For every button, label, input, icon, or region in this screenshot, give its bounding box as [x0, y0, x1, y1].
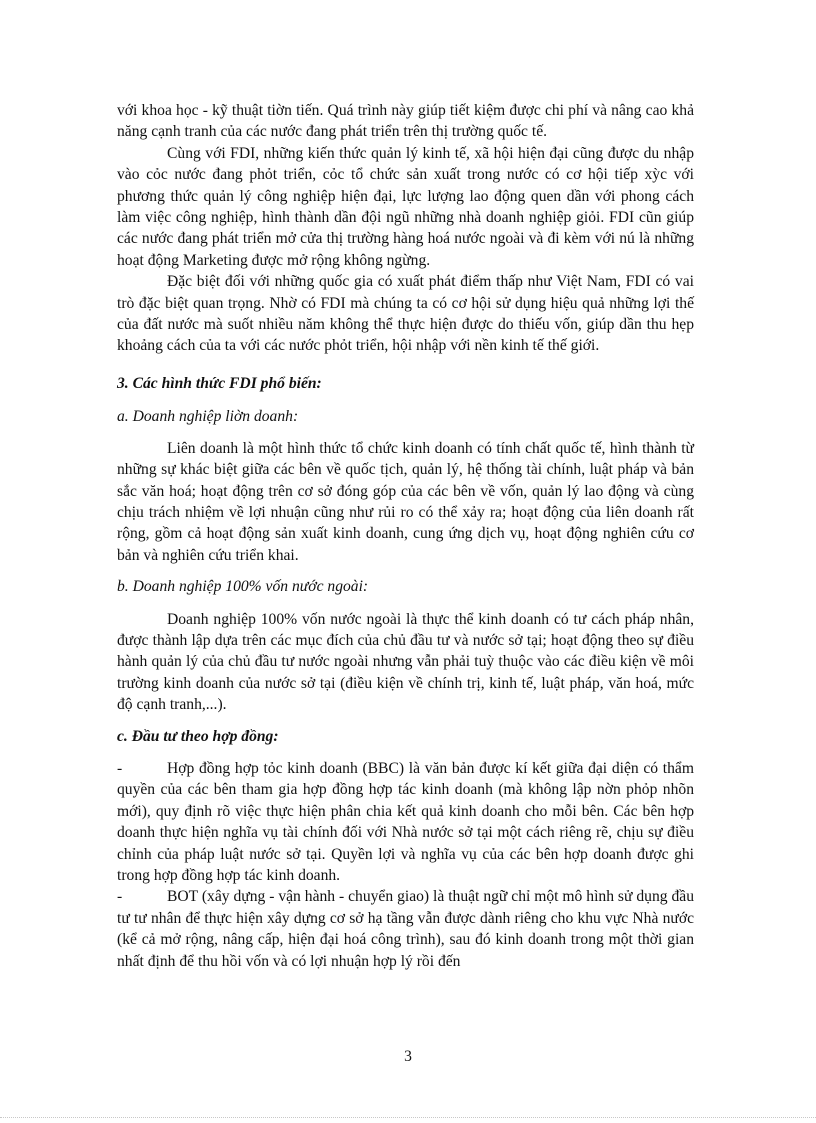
page-body — [117, 100, 694, 972]
bullet-bot — [117, 886, 694, 972]
bullet-bcc — [117, 758, 694, 886]
paragraph-foreign-owned: Doanh nghiệp 100% vốn nước ngoài là thực thể kinh doanh có tư cách pháp nhân, được thành lập dựa trên các mục đích của chủ đầu tư và nước sở tại; hoạt động theo sự điều hành quản lý của chủ đầu tư nước ngoài nhưng vẫn phải tuỳ thuộc vào các điều kiện về môi trường kinh doanh của nước sở tại (điều kiện về chính trị, kinh tế, luật pháp, văn hoá, mức độ cạnh tranh,...). — [117, 610, 694, 714]
page-bottom-divider — [0, 1117, 816, 1118]
page-number: 3 — [404, 1048, 412, 1065]
bullet-dash: - — [117, 759, 123, 777]
bullet-text: Hợp đồng hợp tỏc kinh doanh (BBC) là văn bản được kí kết giữa đại diện có thẩm quyền của các bên tham gia hợp đồng hợp tác kinh doanh (mà không lập nờn phỏp nhõn mới), quy định rõ việc thực hiện phân chia kết quả kinh doanh cho mỗi bên. Các bên hợp doanh thực hiện nghĩa vụ tài chính đối với Nhà nước sở tại một cách riêng rẽ, chịu sự điều chỉnh của pháp luật nước sở tại. Quyền lợi và nghĩa vụ của các bên hợp doanh được ghi trong hợp đồng hợp tác kinh doanh. — [117, 759, 694, 884]
section-heading-fdi-forms: 3. Các hình thức FDI phổ biến: — [117, 374, 322, 392]
bullet-text: BOT (xây dựng - vận hành - chuyển giao) là thuật ngữ chỉ một mô hình sử dụng đầu tư tư nhân để thực hiện xây dựng cơ sở hạ tầng vẫn được dành riêng cho khu vực Nhà nước (kể cả mở rộng, nâng cấp, hiện đại hoá công trình), sau đó kinh doanh trong một thời gian nhất định để thu hồi vốn và có lợi nhuận hợp lý rồi đến — [117, 888, 694, 970]
paragraph-vietnam-role: Đặc biệt đối với những quốc gia có xuất phát điểm thấp như Việt Nam, FDI có vai trò đặc biệt quan trọng. Nhờ có FDI mà chúng ta có cơ hội sử dụng hiệu quả những lợi thế của đất nước mà suốt nhiều năm không thể thực hiện được do thiếu vốn, giúp dần thu hẹp khoảng cách của ta với các nước phỏt triển, hội nhập với nền kinh tế thế giới. — [117, 273, 694, 355]
paragraph-management-knowledge: Cùng với FDI, những kiến thức quản lý kinh tế, xã hội hiện đại cũng được du nhập vào cỏc nước đang phỏt triển, cỏc tổ chức sản xuất trong nước có cơ hội tiếp xỳc với phương thức quản lý công nghiệp hiện đại, lực lượng lao động quen dần với phong cách làm việc công nghiệp, hình thành dần đội ngũ những nhà doanh nghiệp giỏi. FDI cũn giúp các nước đang phát triển mở cửa thị trường hàng hoá nước ngoài và đi kèm với nú là những hoạt động Marketing được mở rộng không ngừng. — [117, 144, 694, 269]
subheading-contract-investment: c. Đầu tư theo hợp đồng: — [117, 727, 279, 745]
subheading-joint-venture: a. Doanh nghiệp liờn doanh: — [117, 408, 299, 426]
bullet-dash: - — [117, 888, 123, 906]
paragraph-intro-continuation: với khoa học - kỹ thuật tiờn tiến. Quá trình này giúp tiết kiệm được chi phí và nâng cao khả năng cạnh tranh của các nước đang phát triển trên thị trường quốc tế. — [117, 102, 694, 141]
paragraph-joint-venture: Liên doanh là một hình thức tổ chức kinh doanh có tính chất quốc tế, hình thành từ những sự khác biệt giữa các bên về quốc tịch, quản lý, hệ thống tài chính, luật pháp và bản sắc văn hoá; hoạt động trên cơ sở đóng góp của các bên về vốn, quản lý lao động và cùng chịu trách nhiệm về lợi nhuận cũng như rủi ro có thể xảy ra; hoạt động của liên doanh rất rộng, gồm cả hoạt động sản xuất kinh doanh, cung ứng dịch vụ, hoạt động nghiên cứu cơ bản và nghiên cứu triển khai. — [117, 439, 694, 564]
subheading-foreign-owned: b. Doanh nghiệp 100% vốn nước ngoài: — [117, 578, 369, 596]
